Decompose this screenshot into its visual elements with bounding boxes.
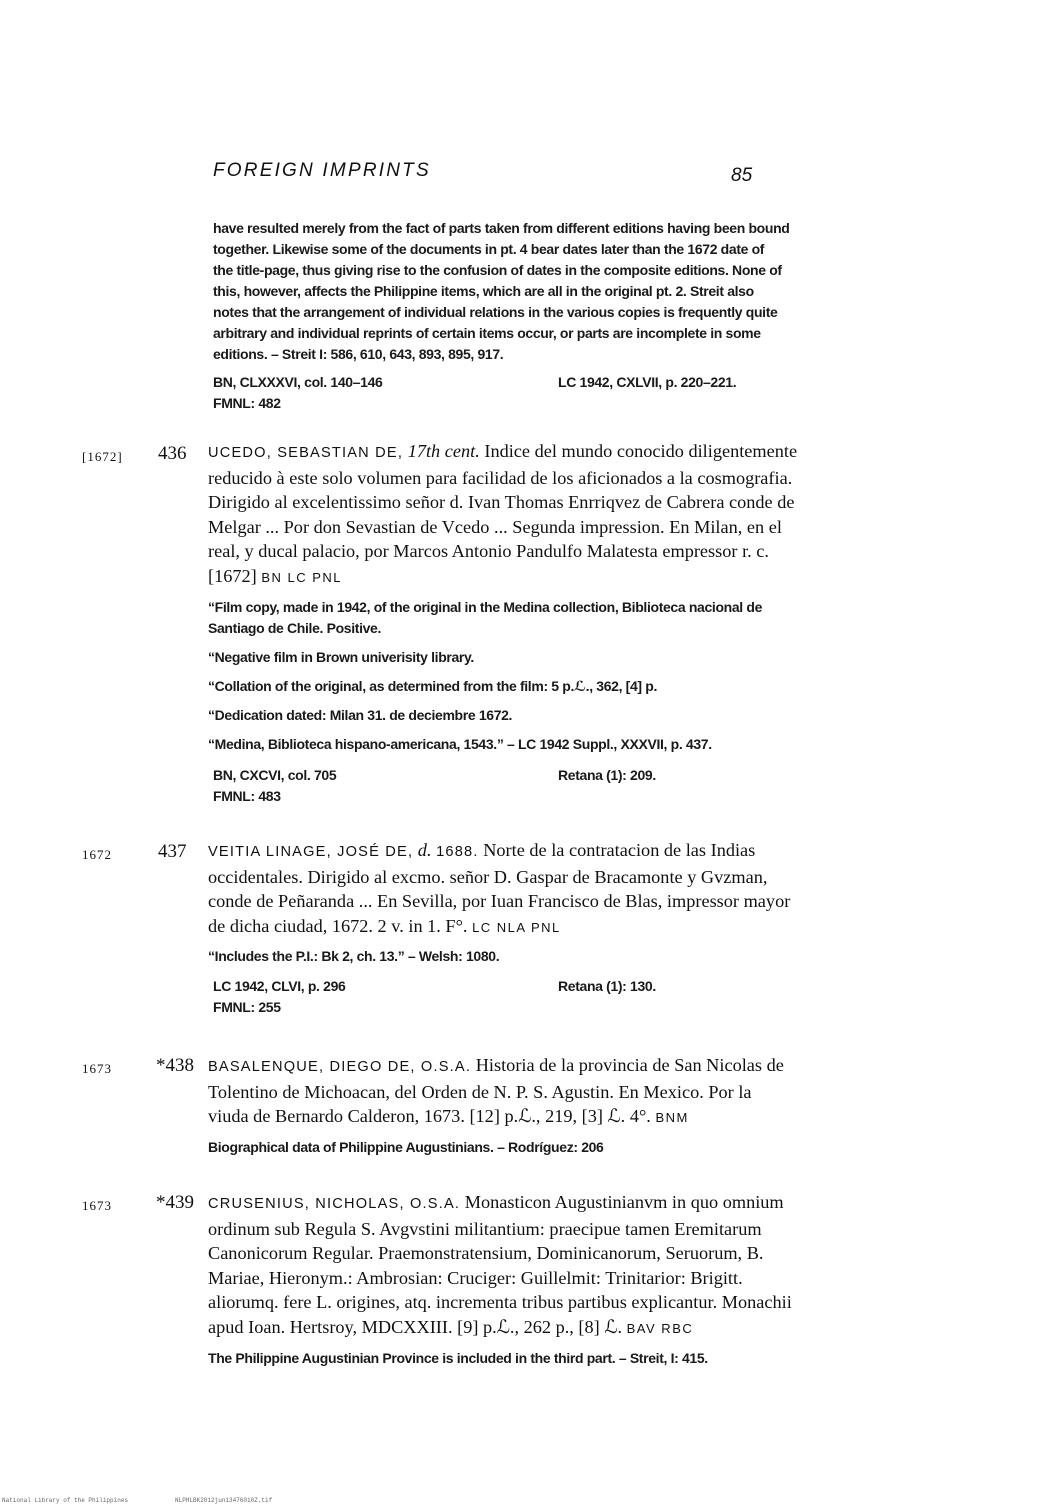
location-symbols: BNM (655, 1110, 689, 1126)
entry-author: BASALENQUE, DIEGO DE, O.S.A. (208, 1059, 472, 1075)
citation-line: Norte de la contratacion de las Indias (483, 840, 756, 860)
entry-author: CRUSENIUS, NICHOLAS, O.S.A. (208, 1196, 461, 1212)
entry-citation (208, 838, 898, 940)
entry-date: 1673 (82, 1061, 112, 1076)
citation-line: aliorumq. fere L. origines, atq. incrementa tribus partibus explicantur. Monachii (208, 1292, 792, 1313)
entry-date: 1672 (82, 847, 112, 862)
note-line: “Film copy, made in 1942, of the original in the Medina collection, Biblioteca nacional de (208, 599, 763, 615)
citation-line: Monasticon Augustinianvm in quo omnium (464, 1192, 784, 1212)
reference: BN, CLXXXVI, col. 140–146 (213, 374, 383, 390)
reference: BN, CXCVI, col. 705 (213, 767, 337, 783)
note-line: The Philippine Augustinian Province is included in the third part. – Streit, I: 415. (208, 1350, 708, 1366)
continuation-line: editions. – Streit I: 586, 610, 643, 893, 895, 917. (213, 346, 504, 362)
entry-citation (208, 1053, 898, 1131)
entry-number: 437 (158, 841, 187, 862)
entry-citation (208, 439, 898, 591)
continuation-line: arbitrary and individual reprints of certain items occur, or parts are incomplete in some (213, 325, 761, 341)
citation-line: conde de Peñaranda ... En Sevilla, por Iuan Francisco de Blas, impressor mayor (208, 891, 791, 912)
citation-line: apud Ioan. Hertsroy, MDCXXIII. [9] p.ℒ., 262 p., [8] ℒ. (208, 1316, 623, 1337)
entry-436-notes (208, 597, 888, 755)
author-year: 1688. (436, 844, 479, 860)
continuation-line: notes that the arrangement of individual relations in the various copies is frequently quite (213, 304, 778, 320)
entry-author: VEITIA LINAGE, JOSÉ DE, (208, 844, 414, 860)
citation-line: real, y ducal palacio, por Marcos Antonio Pandulfo Malatesta empressor r. c. (208, 541, 769, 562)
entry-436-refs-left (213, 765, 513, 807)
citation-line: Mariae, Hieronym.: Ambrosian: Cruciger: Guillelmit: Trinitarior: Brigitt. (208, 1267, 743, 1288)
reference: FMNL: 483 (213, 788, 281, 804)
location-symbols: BAV RBC (626, 1320, 694, 1336)
continuation-line: this, however, affects the Philippine items, which are all in the original pt. 2. Streit also (213, 283, 754, 299)
continuation-line: have resulted merely from the fact of parts taken from different editions having been bound (213, 220, 790, 236)
page-number: 85 (731, 165, 753, 186)
citation-line: ordinum sub Regula S. Avgvstini militantium: praecipue tamen Eremitarum (208, 1218, 762, 1239)
location-symbols: LC NLA PNL (472, 919, 561, 935)
entry-436-refs-right (558, 765, 858, 786)
entry-citation (208, 1190, 898, 1342)
note-line: Santiago de Chile. Positive. (208, 620, 382, 636)
note-line: “Includes the P.I.: Bk 2, ch. 13.” – Welsh: 1080. (208, 948, 500, 964)
citation-line: Canonicorum Regular. Praemonstratensium, Dominicanorum, Seruorum, B. (208, 1243, 764, 1264)
continuation-refs-left (213, 372, 513, 414)
reference: FMNL: 482 (213, 395, 281, 411)
note-line: “Medina, Biblioteca hispano-americana, 1543.” – LC 1942 Suppl., XXXVII, p. 437. (208, 736, 712, 752)
reference: LC 1942, CXLVII, p. 220–221. (558, 374, 737, 390)
entry-438-notes (208, 1137, 888, 1158)
entry-date: 1673 (82, 1198, 112, 1213)
running-head: FOREIGN IMPRINTS (213, 160, 431, 181)
entry-437-refs-left (213, 976, 513, 1018)
scan-footer-left: National Library of the Philippines (2, 1497, 129, 1504)
location-symbols: BN LC PNL (261, 569, 343, 585)
entry-number: *438 (156, 1055, 194, 1076)
author-dates: d. (417, 840, 432, 860)
entry-437-notes (208, 946, 888, 967)
continuation-line: the title-page, thus giving rise to the confusion of dates in the composite editions. None of (213, 262, 782, 278)
citation-line: Indice del mundo conocido diligentemente (484, 441, 798, 461)
citation-line: [1672] (208, 565, 257, 586)
citation-line: Historia de la provincia de San Nicolas de (475, 1055, 784, 1075)
entry-number: *439 (156, 1192, 194, 1213)
entry-date: [1672] (82, 449, 123, 464)
author-dates: 17th cent. (407, 441, 480, 461)
reference: LC 1942, CLVI, p. 296 (213, 978, 346, 994)
citation-line: reducido à este solo volumen para facilidad de los aficionados a la cosmografia. (208, 467, 793, 488)
citation-line: Melgar ... Por don Sevastian de Vcedo ... Segunda impression. En Milan, en el (208, 516, 782, 537)
citation-line: de dicha ciudad, 1672. 2 v. in 1. F°. (208, 915, 468, 936)
note-line: “Dedication dated: Milan 31. de deciembre 1672. (208, 707, 513, 723)
entry-437-refs-right (558, 976, 858, 997)
entry-number: 436 (158, 443, 187, 464)
citation-line: occidentales. Dirigido al excmo. señor D. Gaspar de Bracamonte y Gvzman, (208, 866, 768, 887)
continuation-refs-right (558, 372, 858, 393)
continuation-line: together. Likewise some of the documents in pt. 4 bear dates later than the 1672 date of (213, 241, 765, 257)
note-line: “Collation of the original, as determined from the film: 5 p.ℒ., 362, [4] p. (208, 678, 658, 694)
note-line: Biographical data of Philippine Augustinians. – Rodríguez: 206 (208, 1139, 604, 1155)
entry-439-notes (208, 1348, 888, 1369)
citation-line: viuda de Bernardo Calderon, 1673. [12] p.ℒ., 219, [3] ℒ. 4°. (208, 1106, 651, 1127)
note-line: “Negative film in Brown univerisity library. (208, 649, 474, 665)
citation-line: Dirigido al excelentissimo señor d. Ivan Thomas Enrriqvez de Cabrera conde de (208, 492, 795, 513)
reference: Retana (1): 209. (558, 767, 656, 783)
entry-author: UCEDO, SEBASTIAN DE, (208, 445, 404, 461)
scan-footer-right: NLPHLBK2012jun13476010Z.tif (175, 1497, 273, 1504)
reference: Retana (1): 130. (558, 978, 656, 994)
reference: FMNL: 255 (213, 999, 281, 1015)
citation-line: Tolentino de Michoacan, del Orden de N. P. S. Agustin. En Mexico. Por la (208, 1081, 752, 1102)
continuation-text (213, 218, 893, 365)
